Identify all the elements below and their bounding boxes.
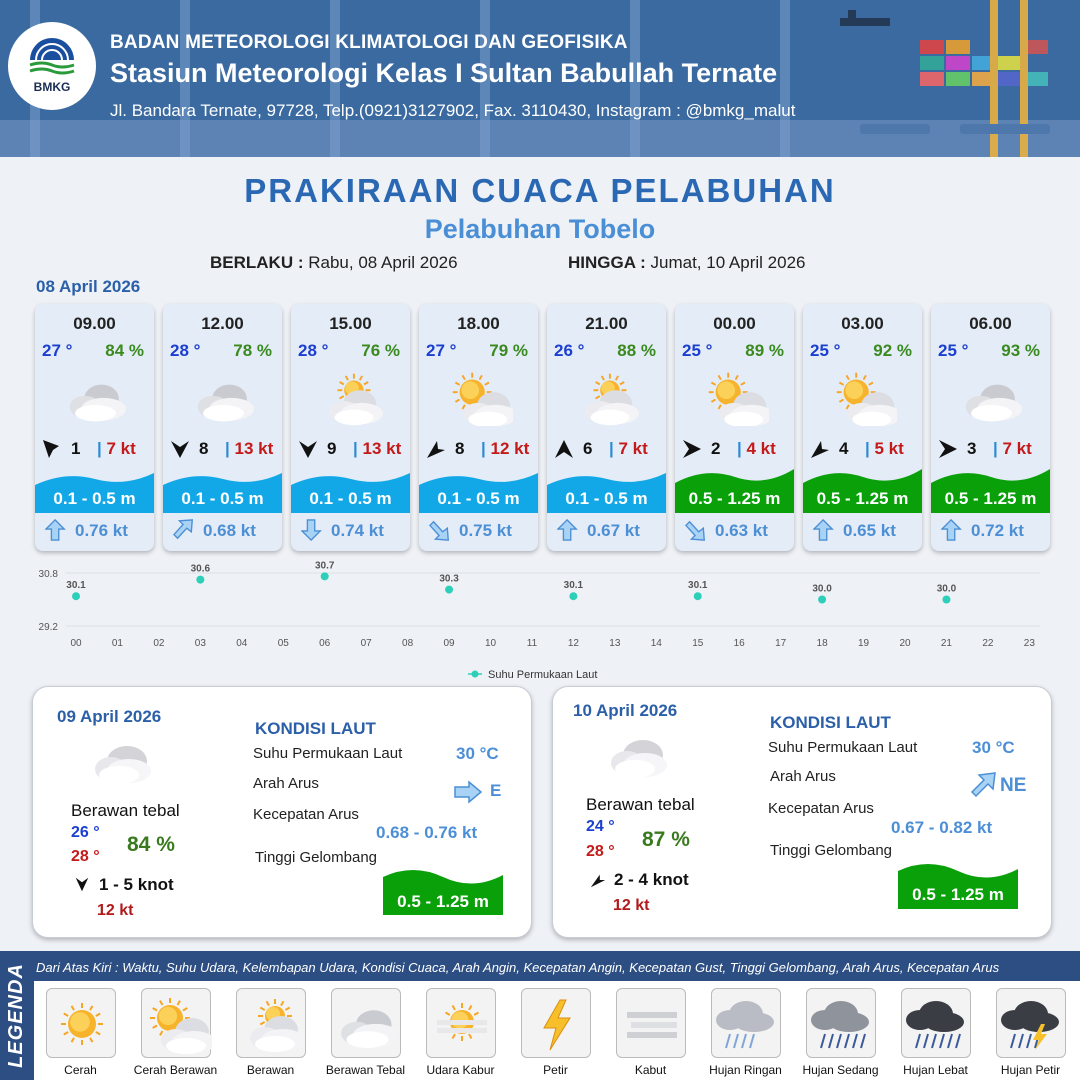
x-tick-label: 19 bbox=[857, 638, 870, 649]
arrow-se-icon bbox=[429, 518, 451, 542]
x-tick-label: 14 bbox=[650, 638, 662, 649]
sea-surface-temperature-chart bbox=[30, 560, 1050, 680]
wave-height: 0.1 - 0.5 m bbox=[181, 489, 264, 508]
legend-item bbox=[983, 988, 1078, 1077]
x-tick-label: 03 bbox=[194, 638, 206, 649]
x-tick-label: 06 bbox=[319, 638, 331, 649]
humidity: 76 % bbox=[361, 341, 400, 360]
hujan-ringan-icon bbox=[712, 989, 782, 1059]
forecast-card bbox=[547, 304, 666, 551]
legend-item bbox=[888, 988, 983, 1077]
berawan-tebal-icon bbox=[89, 739, 159, 789]
wave-value: 0.5 - 1.25 m bbox=[397, 892, 489, 911]
current-speed-value: 0.68 - 0.76 kt bbox=[376, 823, 478, 842]
data-label: 30.1 bbox=[688, 580, 708, 592]
berawan-tebal-icon bbox=[189, 370, 257, 426]
valid-from-label: BERLAKU : bbox=[210, 253, 304, 272]
x-tick-label: 07 bbox=[360, 638, 372, 649]
current-dir-value: NE bbox=[1000, 775, 1027, 796]
legend-tile bbox=[521, 988, 591, 1058]
air-temperature: 25 ° bbox=[682, 341, 713, 360]
summary-condition: Berawan tebal bbox=[586, 795, 695, 814]
data-label: 30.1 bbox=[66, 580, 86, 592]
current-speed-value: 0.67 - 0.82 kt bbox=[891, 818, 993, 837]
forecast-time: 15.00 bbox=[329, 314, 372, 333]
cerah-berawan-icon bbox=[829, 370, 897, 426]
current-speed: 0.68 kt bbox=[203, 521, 256, 540]
x-tick-label: 15 bbox=[692, 638, 704, 649]
summary-humidity: 84 % bbox=[127, 833, 175, 856]
sst-value: 30 °C bbox=[456, 744, 499, 763]
x-tick-label: 17 bbox=[775, 638, 787, 649]
station-address: Jl. Bandara Ternate, 97728, Telp.(0921)3127902, Fax. 3110430, Instagram : @bmkg_malut bbox=[110, 101, 796, 120]
air-temperature: 27 ° bbox=[42, 341, 73, 360]
berawan-tebal-icon bbox=[332, 989, 402, 1059]
current-dir-label: Arah Arus bbox=[253, 775, 319, 792]
gust-value: 7 kt bbox=[1002, 439, 1032, 458]
valid-from bbox=[210, 253, 458, 273]
legend-label: Suhu Permukaan Laut bbox=[488, 669, 598, 680]
bmkg-emblem-icon bbox=[26, 38, 78, 78]
legend-tile bbox=[236, 988, 306, 1058]
legend-label: Hujan Sedang bbox=[802, 1063, 879, 1077]
berawan-tebal-icon bbox=[957, 370, 1025, 426]
summary-gust: 12 kt bbox=[97, 902, 134, 919]
logo-text: BMKG bbox=[33, 80, 71, 94]
data-point bbox=[445, 586, 453, 594]
gust-speed: | 13 kt bbox=[225, 439, 274, 458]
legend-label: Udara Kabur bbox=[426, 1063, 495, 1077]
bmkg-logo bbox=[8, 22, 96, 110]
legend-label: Cerah Berawan bbox=[133, 1063, 218, 1077]
wind-speed: 8 bbox=[455, 439, 465, 458]
forecast-date: 08 April 2026 bbox=[36, 277, 141, 296]
wind-speed: 6 bbox=[583, 439, 593, 458]
legend-item bbox=[33, 988, 128, 1077]
forecast-time: 21.00 bbox=[585, 314, 628, 333]
x-tick-label: 21 bbox=[940, 638, 953, 649]
summary-humidity: 87 % bbox=[642, 828, 690, 851]
x-tick-label: 05 bbox=[277, 638, 289, 649]
current-row bbox=[425, 517, 535, 543]
data-label: 30.6 bbox=[190, 563, 211, 575]
arrow-down-icon bbox=[73, 875, 91, 893]
wave-label: Tinggi Gelombang bbox=[255, 849, 378, 866]
x-tick-label: 09 bbox=[443, 638, 455, 649]
wave-height: 0.1 - 0.5 m bbox=[309, 489, 392, 508]
legend-label: Hujan Ringan bbox=[709, 1063, 782, 1077]
hujan-petir-icon bbox=[997, 989, 1067, 1059]
forecast-card bbox=[931, 304, 1050, 551]
current-row bbox=[681, 517, 791, 543]
wind-row bbox=[41, 438, 149, 462]
x-tick-label: 13 bbox=[609, 638, 621, 649]
wave-height: 0.1 - 0.5 m bbox=[565, 489, 648, 508]
wind-speed: 2 bbox=[711, 439, 721, 458]
wave-value: 0.5 - 1.25 m bbox=[912, 885, 1004, 904]
legend-item bbox=[223, 988, 318, 1077]
valid-from-value: Rabu, 08 April 2026 bbox=[308, 253, 458, 272]
wind-row bbox=[169, 438, 277, 462]
hujan-lebat-icon bbox=[902, 989, 972, 1059]
cerah-berawan-icon bbox=[142, 989, 212, 1059]
cerah-berawan-icon bbox=[701, 370, 769, 426]
page-title: PRAKIRAAN CUACA PELABUHAN bbox=[244, 172, 836, 209]
gust-value: 5 kt bbox=[874, 439, 904, 458]
summary-temp-min: 26 ° bbox=[71, 824, 100, 841]
current-speed: 0.65 kt bbox=[843, 521, 896, 540]
arrow-up-icon bbox=[553, 438, 575, 460]
wave-height: 0.5 - 1.25 m bbox=[944, 489, 1037, 508]
data-label: 30.7 bbox=[314, 560, 335, 572]
gust-value: 13 kt bbox=[234, 439, 274, 458]
wind-row bbox=[425, 438, 533, 462]
current-speed: 0.67 kt bbox=[587, 521, 640, 540]
legend-tile bbox=[141, 988, 211, 1058]
humidity: 88 % bbox=[617, 341, 656, 360]
arrow-up-icon bbox=[557, 518, 579, 542]
gust-value: 7 kt bbox=[618, 439, 648, 458]
valid-to bbox=[568, 253, 805, 273]
x-tick-label: 01 bbox=[111, 638, 124, 649]
data-point bbox=[569, 592, 577, 600]
sst-label: Suhu Permukaan Laut bbox=[768, 739, 918, 756]
legend-icons bbox=[34, 981, 1080, 1080]
wind-speed: 3 bbox=[967, 439, 977, 458]
gust-value: 4 kt bbox=[746, 439, 776, 458]
y-tick-label: 29.2 bbox=[38, 622, 58, 633]
berawan-tebal-icon bbox=[605, 733, 675, 783]
gust-speed: | 13 kt bbox=[353, 439, 402, 458]
x-tick-label: 10 bbox=[484, 638, 497, 649]
wind-speed: 8 bbox=[199, 439, 209, 458]
cerah-icon bbox=[47, 989, 117, 1059]
summary-wind: 2 - 4 knot bbox=[614, 870, 689, 889]
current-speed: 0.76 kt bbox=[75, 521, 128, 540]
current-row bbox=[41, 517, 151, 543]
wind-row bbox=[681, 438, 789, 462]
arrow-right-icon bbox=[681, 438, 703, 460]
data-point bbox=[196, 576, 204, 584]
arrow-down-icon bbox=[297, 438, 319, 460]
arrow-right-icon bbox=[937, 438, 959, 460]
wind-speed: 4 bbox=[839, 439, 849, 458]
data-point bbox=[321, 572, 329, 580]
legend-title: LEGENDA bbox=[4, 963, 27, 1068]
legend-description: Dari Atas Kiri : Waktu, Suhu Udara, Kelembapan Udara, Kondisi Cuaca, Arah Angin, Kecepatan Angin, Kecepatan Gust, Tinggi Gelombang, Arah Arus, Kecepatan Arus bbox=[36, 960, 1000, 975]
legend-item bbox=[793, 988, 888, 1077]
forecast-card bbox=[419, 304, 538, 551]
legend-item bbox=[508, 988, 603, 1077]
legend-tile bbox=[806, 988, 876, 1058]
forecast-time: 09.00 bbox=[73, 314, 116, 333]
summary-temp-min: 24 ° bbox=[586, 818, 615, 835]
data-label: 30.3 bbox=[439, 573, 459, 585]
forecast-time: 06.00 bbox=[969, 314, 1012, 333]
sst-value: 30 °C bbox=[972, 738, 1015, 757]
air-temperature: 25 ° bbox=[938, 341, 969, 360]
daily-summary-card-1 bbox=[32, 686, 532, 938]
forecast-card bbox=[675, 304, 794, 551]
air-temperature: 28 ° bbox=[170, 341, 201, 360]
arrow-down-icon bbox=[169, 438, 191, 460]
x-tick-label: 20 bbox=[899, 638, 911, 649]
legend-label: Kabut bbox=[634, 1063, 667, 1077]
x-tick-label: 12 bbox=[567, 638, 579, 649]
legend-marker bbox=[472, 671, 479, 678]
x-tick-label: 18 bbox=[816, 638, 828, 649]
gust-speed: | 12 kt bbox=[481, 439, 530, 458]
wind-row bbox=[553, 438, 661, 462]
forecast-card bbox=[163, 304, 282, 551]
petir-icon bbox=[522, 989, 592, 1059]
legend-tile bbox=[901, 988, 971, 1058]
current-speed: 0.75 kt bbox=[459, 521, 512, 540]
valid-to-label: HINGGA : bbox=[568, 253, 646, 272]
gust-value: 7 kt bbox=[106, 439, 136, 458]
current-speed: 0.72 kt bbox=[971, 521, 1024, 540]
gust-speed: | 5 kt bbox=[865, 439, 904, 458]
summary-date: 10 April 2026 bbox=[573, 701, 678, 720]
current-speed-label: Kecepatan Arus bbox=[253, 806, 359, 823]
berawan-tebal-icon bbox=[61, 370, 129, 426]
arrow-right-icon bbox=[453, 780, 483, 804]
data-label: 30.0 bbox=[812, 583, 832, 595]
legend-tile bbox=[331, 988, 401, 1058]
data-point bbox=[694, 592, 702, 600]
forecast-card bbox=[35, 304, 154, 551]
arrow-down-icon bbox=[301, 518, 323, 542]
wave-height: 0.5 - 1.25 m bbox=[816, 489, 909, 508]
arrow-ne-icon bbox=[173, 518, 195, 542]
arrow-sw-icon bbox=[809, 438, 831, 460]
x-tick-label: 23 bbox=[1023, 638, 1035, 649]
wind-speed: 1 bbox=[71, 439, 81, 458]
summary-temp-max: 28 ° bbox=[71, 848, 100, 865]
x-tick-label: 02 bbox=[153, 638, 165, 649]
arrow-ne-icon bbox=[969, 771, 997, 799]
wind-row bbox=[297, 438, 405, 462]
legend-item bbox=[318, 988, 413, 1077]
humidity: 89 % bbox=[745, 341, 784, 360]
humidity: 84 % bbox=[105, 341, 144, 360]
x-tick-label: 16 bbox=[733, 638, 745, 649]
x-tick-label: 11 bbox=[526, 638, 538, 649]
wind-speed: 9 bbox=[327, 439, 337, 458]
summary-condition: Berawan tebal bbox=[71, 801, 180, 820]
current-dir-label: Arah Arus bbox=[770, 768, 836, 785]
wind-row bbox=[937, 438, 1045, 462]
forecast-time: 12.00 bbox=[201, 314, 244, 333]
summary-date: 09 April 2026 bbox=[57, 707, 162, 726]
gust-speed: | 4 kt bbox=[737, 439, 776, 458]
legend-item bbox=[603, 988, 698, 1077]
humidity: 92 % bbox=[873, 341, 912, 360]
forecast-time: 18.00 bbox=[457, 314, 500, 333]
arrow-sw-icon bbox=[589, 871, 607, 889]
humidity: 79 % bbox=[489, 341, 528, 360]
current-row bbox=[809, 517, 919, 543]
summary-gust: 12 kt bbox=[613, 897, 650, 914]
air-temperature: 28 ° bbox=[298, 341, 329, 360]
gust-speed: | 7 kt bbox=[993, 439, 1032, 458]
arrow-up-icon bbox=[813, 518, 835, 542]
legend-tile bbox=[46, 988, 116, 1058]
humidity: 93 % bbox=[1001, 341, 1040, 360]
humidity: 78 % bbox=[233, 341, 272, 360]
current-row bbox=[553, 517, 663, 543]
legend-tile bbox=[616, 988, 686, 1058]
current-speed: 0.63 kt bbox=[715, 521, 768, 540]
data-label: 30.1 bbox=[563, 580, 584, 592]
forecast-card bbox=[803, 304, 922, 551]
legend-tile bbox=[711, 988, 781, 1058]
forecast-time: 03.00 bbox=[841, 314, 884, 333]
daily-summary-card-2 bbox=[552, 686, 1052, 938]
current-row bbox=[937, 517, 1047, 543]
data-point bbox=[942, 596, 950, 604]
sea-condition-heading: KONDISI LAUT bbox=[770, 713, 891, 732]
sea-condition-heading: KONDISI LAUT bbox=[255, 719, 376, 738]
berawan-icon bbox=[573, 370, 641, 426]
gust-value: 12 kt bbox=[490, 439, 530, 458]
valid-to-value: Jumat, 10 April 2026 bbox=[650, 253, 806, 272]
arrow-sw-icon bbox=[425, 438, 447, 460]
air-temperature: 26 ° bbox=[554, 341, 585, 360]
legend-label: Petir bbox=[543, 1063, 568, 1077]
arrow-up-icon bbox=[45, 518, 67, 542]
data-label: 30.0 bbox=[936, 583, 957, 595]
x-tick-label: 04 bbox=[236, 638, 248, 649]
berawan-icon bbox=[237, 989, 307, 1059]
legend-label: Berawan Tebal bbox=[325, 1063, 406, 1077]
header-banner bbox=[0, 0, 1080, 157]
arrow-se-icon bbox=[685, 518, 707, 542]
summary-temp-max: 28 ° bbox=[586, 843, 615, 860]
current-speed: 0.74 kt bbox=[331, 521, 384, 540]
x-tick-label: 22 bbox=[982, 638, 994, 649]
udara-kabur-icon bbox=[427, 989, 497, 1059]
station-name: Stasiun Meteorologi Kelas I Sultan Babullah Ternate bbox=[110, 58, 778, 88]
sst-label: Suhu Permukaan Laut bbox=[253, 745, 403, 762]
hujan-sedang-icon bbox=[807, 989, 877, 1059]
forecast-card bbox=[291, 304, 410, 551]
data-point bbox=[818, 596, 826, 604]
arrow-nw-icon bbox=[41, 438, 63, 460]
x-tick-label: 00 bbox=[70, 638, 82, 649]
legend-tile bbox=[996, 988, 1066, 1058]
air-temperature: 27 ° bbox=[426, 341, 457, 360]
gust-value: 13 kt bbox=[362, 439, 402, 458]
legend-label: Cerah bbox=[64, 1063, 97, 1077]
legend-label: Hujan Petir bbox=[1000, 1063, 1061, 1077]
legend-item bbox=[128, 988, 223, 1077]
forecast-time: 00.00 bbox=[713, 314, 756, 333]
cerah-berawan-icon bbox=[445, 370, 513, 426]
wave-height: 0.1 - 0.5 m bbox=[53, 489, 136, 508]
current-dir-value: E bbox=[490, 781, 502, 800]
gust-speed: | 7 kt bbox=[609, 439, 648, 458]
kabut-icon bbox=[617, 989, 687, 1059]
port-name: Pelabuhan Tobelo bbox=[424, 214, 656, 244]
x-tick-label: 08 bbox=[402, 638, 414, 649]
legend-tile bbox=[426, 988, 496, 1058]
legend-label: Hujan Lebat bbox=[903, 1063, 968, 1077]
legend-panel bbox=[0, 951, 1080, 1080]
current-row bbox=[169, 517, 279, 543]
wave-height: 0.1 - 0.5 m bbox=[437, 489, 520, 508]
berawan-icon bbox=[317, 370, 385, 426]
wave-height: 0.5 - 1.25 m bbox=[688, 489, 781, 508]
current-row bbox=[297, 517, 407, 543]
legend-label: Berawan bbox=[246, 1063, 295, 1077]
wave-label: Tinggi Gelombang bbox=[770, 842, 893, 859]
arrow-up-icon bbox=[941, 518, 963, 542]
current-speed-label: Kecepatan Arus bbox=[768, 800, 874, 817]
air-temperature: 25 ° bbox=[810, 341, 841, 360]
legend-item bbox=[413, 988, 508, 1077]
agency-name: BADAN METEOROLOGI KLIMATOLOGI DAN GEOFISIKA bbox=[110, 32, 628, 53]
wind-row bbox=[809, 438, 917, 462]
legend-item bbox=[698, 988, 793, 1077]
y-tick-label: 30.8 bbox=[38, 569, 58, 580]
summary-wind: 1 - 5 knot bbox=[99, 875, 174, 894]
gust-speed: | 7 kt bbox=[97, 439, 136, 458]
data-point bbox=[72, 592, 80, 600]
